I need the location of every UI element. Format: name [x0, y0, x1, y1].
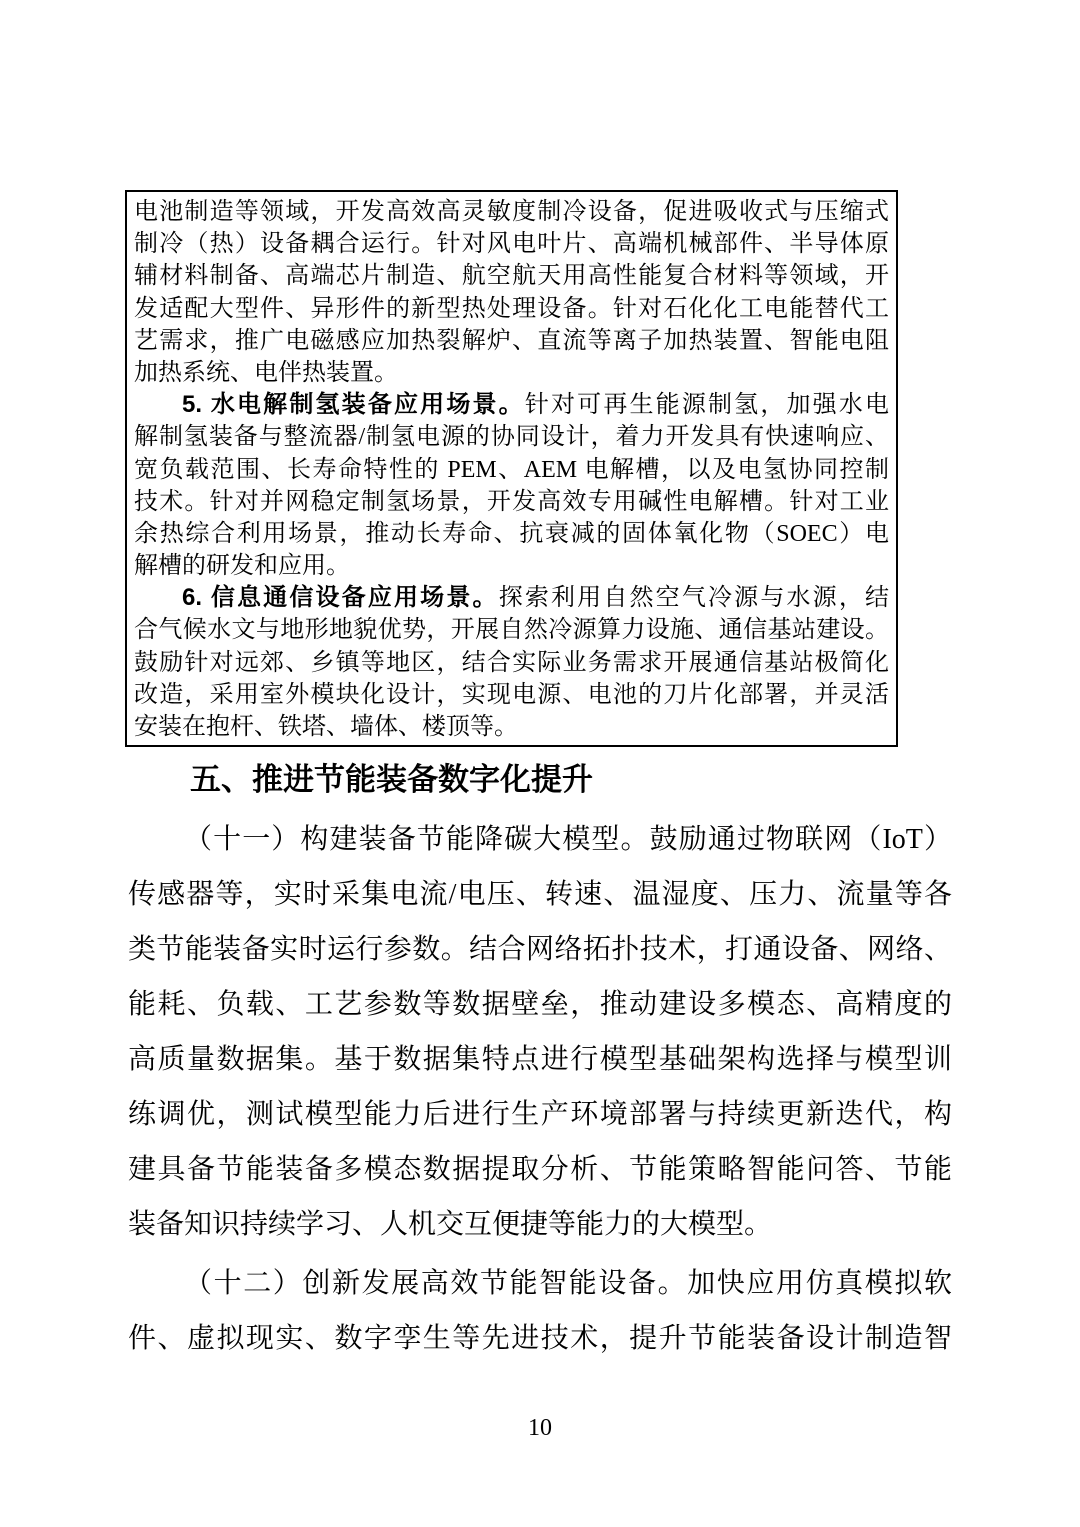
text-line: （十一）构建装备节能降碳大模型。鼓励通过物联网（IoT） — [184, 824, 952, 855]
text-line: 6. 信息通信设备应用场景。探索利用自然空气冷源与水源，结 — [182, 584, 889, 612]
text-line: 解制氢装备与整流器/制氢电源的协同设计，着力开发具有快速响应、 — [134, 424, 889, 451]
paragraph-12 — [128, 1256, 952, 1366]
text-line: 辅材料制备、高端芯片制造、航空航天用高性能复合材料等领域，开 — [134, 263, 889, 290]
text-line: 技术。针对并网稳定制氢场景，开发高效专用碱性电解槽。针对工业 — [134, 488, 889, 515]
text-line: 制冷（热）设备耦合运行。针对风电叶片、高端机械部件、半导体原 — [134, 231, 889, 258]
text-line: 余热综合利用场景，推动长寿命、抗衰减的固体氧化物（SOEC）电 — [134, 520, 889, 547]
text-line: 装备知识持续学习、人机交互便捷等能力的大模型。 — [128, 1209, 773, 1240]
text-line: 解槽的研发和应用。 — [134, 553, 350, 580]
text-line: 传感器等，实时采集电流/电压、转速、温湿度、压力、流量等各 — [128, 879, 952, 910]
text-line: 能耗、负载、工艺参数等数据壁垒，推动建设多模态、高精度的 — [128, 989, 952, 1020]
text-line: 练调优，测试模型能力后进行生产环境部署与持续更新迭代，构 — [128, 1099, 952, 1130]
paragraph-11 — [128, 812, 952, 1252]
text-line: 艺需求，推广电磁感应加热裂解炉、直流等离子加热装置、智能电阻 — [134, 327, 889, 354]
text-line: 加热系统、电伴热装置。 — [134, 359, 398, 386]
text-line: 5. 水电解制氢装备应用场景。针对可再生能源制氢，加强水电 — [182, 391, 889, 419]
text-line: 类节能装备实时运行参数。结合网络拓扑技术，打通设备、网络、 — [128, 934, 952, 965]
text-line: 安装在抱杆、铁塔、墙体、楼顶等。 — [134, 714, 518, 740]
bold-lead-sentence: 5. 水电解制氢装备应用场景。 — [182, 391, 525, 419]
text-line: 发适配大型件、异形件的新型热处理设备。针对石化化工电能替代工 — [134, 295, 889, 322]
text-line: 电池制造等领域，开发高效高灵敏度制冷设备，促进吸收式与压缩式 — [134, 199, 889, 225]
lead-sentence: （十二）创新发展高效节能智能设备。 — [184, 1268, 688, 1299]
text-line: 改造，采用室外模块化设计，实现电源、电池的刀片化部署，并灵活 — [134, 681, 889, 708]
boxed-text-frame — [125, 190, 898, 747]
page-number: 10 — [528, 1415, 552, 1441]
lead-sentence: （十一）构建装备节能降碳大模型。 — [184, 824, 650, 855]
text-line: 建具备节能装备多模态数据提取分析、节能策略智能问答、节能 — [128, 1154, 952, 1185]
text-line: （十二）创新发展高效节能智能设备。加快应用仿真模拟软 — [184, 1268, 952, 1299]
bold-lead-sentence: 6. 信息通信设备应用场景。 — [182, 584, 499, 612]
section-heading: 五、推进节能装备数字化提升 — [190, 762, 593, 797]
text-line: 件、虚拟现实、数字孪生等先进技术，提升节能装备设计制造智 — [128, 1323, 952, 1354]
text-line: 合气候水文与地形地貌优势，开展自然冷源算力设施、通信基站建设。 — [134, 617, 889, 644]
text-line: 高质量数据集。基于数据集特点进行模型基础架构选择与模型训 — [128, 1044, 952, 1075]
text-line: 宽负载范围、长寿命特性的 PEM、AEM 电解槽，以及电氢协同控制 — [134, 456, 889, 483]
text-line: 鼓励针对远郊、乡镇等地区，结合实际业务需求开展通信基站极简化 — [134, 649, 889, 676]
